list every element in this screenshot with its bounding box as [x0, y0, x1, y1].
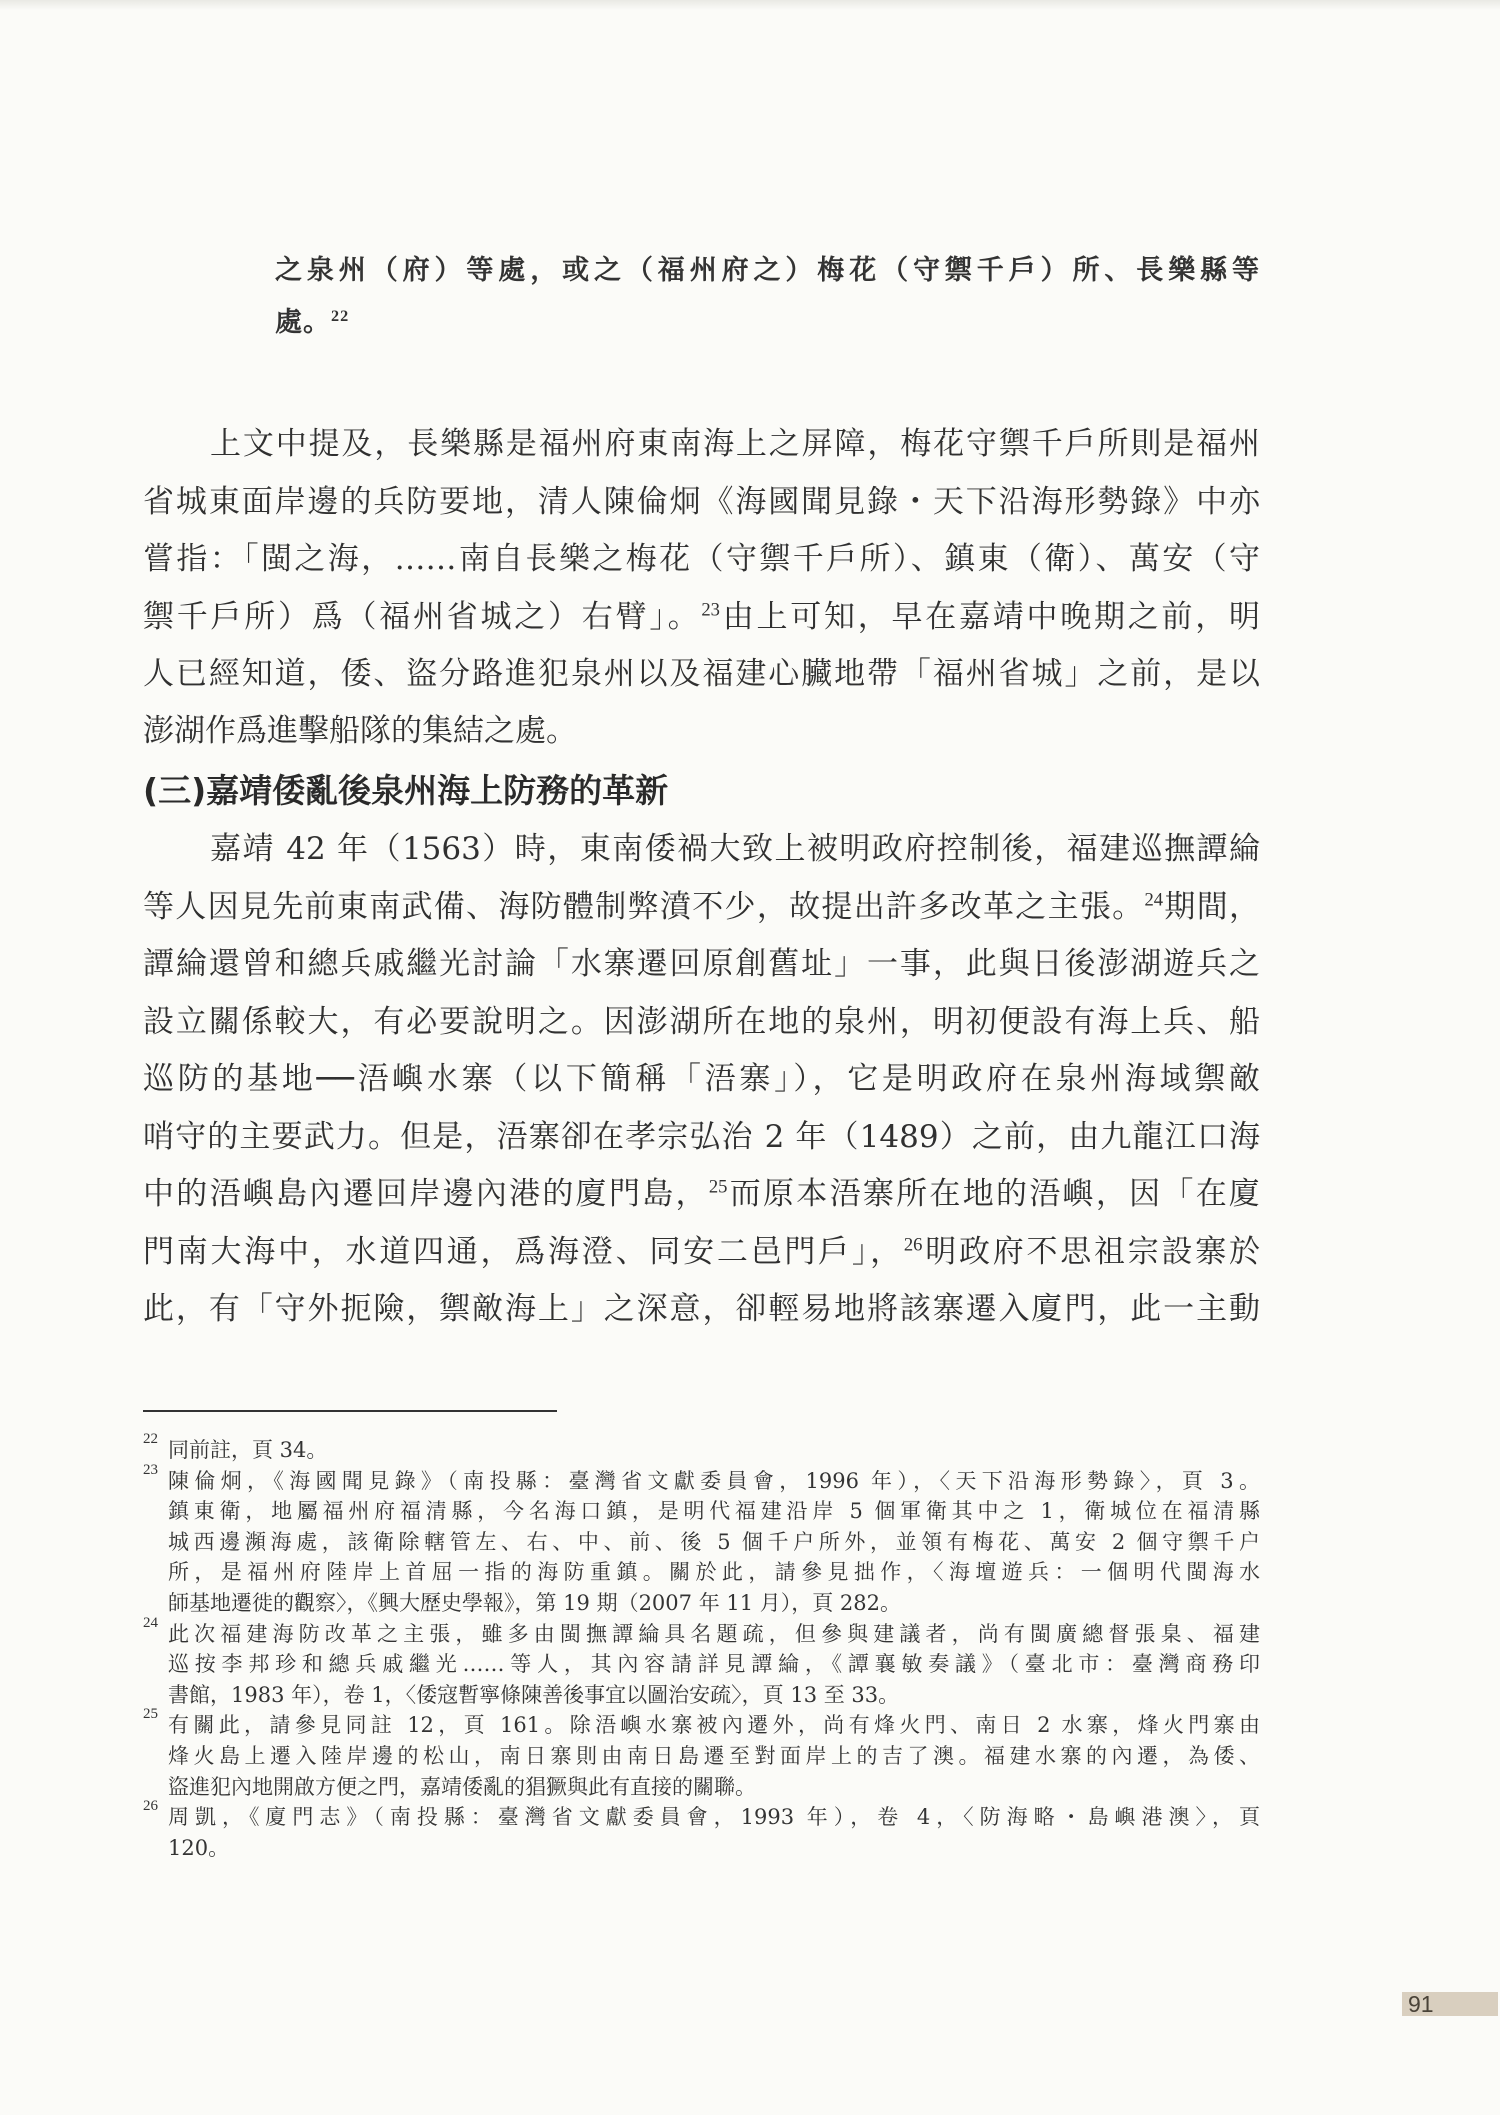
footnote-number: 26 — [143, 1798, 158, 1815]
footnote-line: 陳倫炯，《海國聞見錄》（南投縣：臺灣省文獻委員會，1996 年），〈天下沿海形勢錄〉，頁 3。 — [168, 1468, 1260, 1493]
body-line: 人已經知道，倭、盜分路進犯泉州以及福建心臟地帶「福州省城」之前，是以 — [143, 656, 1260, 692]
footnote-line: 盜進犯內地開啟方便之門，嘉靖倭亂的猖獗與此有直接的關聯。 — [168, 1774, 756, 1799]
body-line: 澎湖作爲進擊船隊的集結之處。 — [143, 713, 577, 749]
body-text: 由上可知，早在嘉靖中晚期之前，明 — [719, 599, 1261, 635]
footnote-ref[interactable]: 24 — [1144, 889, 1164, 911]
body-line: 巡防的基地──浯嶼水寨（以下簡稱「浯寨」），它是明政府在泉州海域禦敵 — [143, 1061, 1260, 1097]
section-heading: (三)嘉靖倭亂後泉州海上防務的革新 — [143, 771, 669, 810]
body-line: 省城東面岸邊的兵防要地，清人陳倫炯《海國聞見錄・天下沿海形勢錄》中亦 — [143, 484, 1260, 520]
body-line: 設立關係較大，有必要說明之。因澎湖所在地的泉州，明初便設有海上兵、船 — [143, 1004, 1260, 1040]
page-number: 91 — [1408, 1991, 1434, 2017]
body-line: 哨守的主要武力。但是，浯寨卻在孝宗弘治 2 年（1489）之前，由九龍江口海 — [143, 1119, 1260, 1155]
footnote-line: 師基地遷徙的觀察〉，《興大歷史學報》，第 19 期（2007 年 11 月），頁 282。 — [168, 1591, 902, 1615]
footnote-ref[interactable]: 25 — [708, 1176, 728, 1198]
footnote-number: 23 — [143, 1461, 158, 1478]
footnote-line: 120。 — [168, 1835, 230, 1860]
footnote-number: 22 — [143, 1431, 158, 1447]
page-number-box — [1402, 1992, 1498, 2016]
footnote-divider — [143, 1410, 557, 1412]
body-text: 禦千戶所）爲（福州省城之）右臂」。 — [143, 599, 702, 635]
footnote-line: 鎮東衛，地屬福州府福清縣，今名海口鎮，是明代福建沿岸 5 個軍衛其中之 1，衛城位在福清縣 — [168, 1499, 1260, 1524]
body-text: 中的浯嶼島內遷回岸邊內港的廈門島， — [143, 1176, 709, 1212]
body-text: 期間， — [1163, 889, 1261, 925]
body-text: 而原本浯寨所在地的浯嶼，因「在廈 — [727, 1176, 1260, 1212]
body-line — [143, 591, 1260, 636]
footnote-line: 周凱，《廈門志》（南投縣：臺灣省文獻委員會，1993 年），卷 4，〈防海略・島嶼港澳〉，頁 — [168, 1805, 1260, 1830]
body-line — [143, 881, 1260, 926]
footnote-line: 城西邊瀕海處，該衛除轄管左、右、中、前、後 5 個千户所外，並領有梅花、萬安 2 個守禦千户 — [168, 1529, 1260, 1554]
body-text: 等人因見先前東南武備、海防體制弊濆不少，故提出許多改革之主張。 — [143, 889, 1145, 925]
footnote-number: 25 — [143, 1706, 158, 1723]
body-text: 門南大海中，水道四通，爲海澄、同安二邑門戶」， — [143, 1234, 904, 1270]
quote-text: 處。 — [275, 307, 331, 338]
body-line: 嘗指：「閩之海，……南自長樂之梅花（守禦千戶所）、鎮東（衛）、萬安（守 — [143, 541, 1260, 577]
body-line: 上文中提及，長樂縣是福州府東南海上之屏障，梅花守禦千戶所則是福州 — [210, 426, 1260, 462]
body-line: 譚綸還曾和總兵戚繼光討論「水寨遷回原創舊址」一事，此與日後澎湖遊兵之 — [143, 946, 1260, 982]
body-line — [143, 1226, 1260, 1271]
footnote-line: 同前註，頁 34。 — [168, 1438, 328, 1462]
footnote-line: 烽火島上遷入陸岸邊的松山，南日寨則由南日島遷至對面岸上的吉了澳。福建水寨的內遷，為倭、 — [168, 1744, 1260, 1768]
body-line: 此，有「守外扼險，禦敵海上」之深意，卻輕易地將該寨遷入廈門，此一主動 — [143, 1291, 1260, 1327]
footnote-ref[interactable]: 23 — [701, 599, 720, 621]
footnote-line: 巡按李邦珍和總兵戚繼光……等人，其內容請詳見譚綸，《譚襄敏奏議》（臺北市：臺灣商務印 — [168, 1652, 1260, 1677]
quote-line — [275, 300, 1260, 339]
footnote-number: 24 — [143, 1614, 158, 1631]
footnote-line: 有關此，請參見同註 12，頁 161。除浯嶼水寨被內遷外，尚有烽火門、南日 2 水寨，烽火門寨由 — [168, 1713, 1260, 1738]
quote-line: 之泉州（府）等處，或之（福州府之）梅花（守禦千戶）所、長樂縣等 — [275, 255, 1260, 286]
footnote-line: 書館，1983 年），卷 1，〈倭寇暫寧條陳善後事宜以圖治安疏〉，頁 13 至 33。 — [168, 1682, 900, 1707]
footnote-line: 所，是福州府陸岸上首屈一指的海防重鎮。關於此，請參見拙作，〈海壇遊兵：一個明代閩海水 — [168, 1560, 1260, 1585]
body-text: 明政府不思祖宗設寨於 — [922, 1234, 1260, 1270]
footnote-ref[interactable]: 22 — [331, 307, 350, 325]
body-line: 嘉靖 42 年（1563）時，東南倭禍大致上被明政府控制後，福建巡撫譚綸 — [210, 831, 1260, 867]
scan-edge — [0, 0, 1500, 10]
body-line — [143, 1168, 1260, 1213]
footnote-ref[interactable]: 26 — [903, 1234, 923, 1256]
footnote-line: 此次福建海防改革之主張，雖多由閩撫譚綸具名題疏，但參與建議者，尚有閩廣總督張臬、福建 — [168, 1621, 1260, 1646]
